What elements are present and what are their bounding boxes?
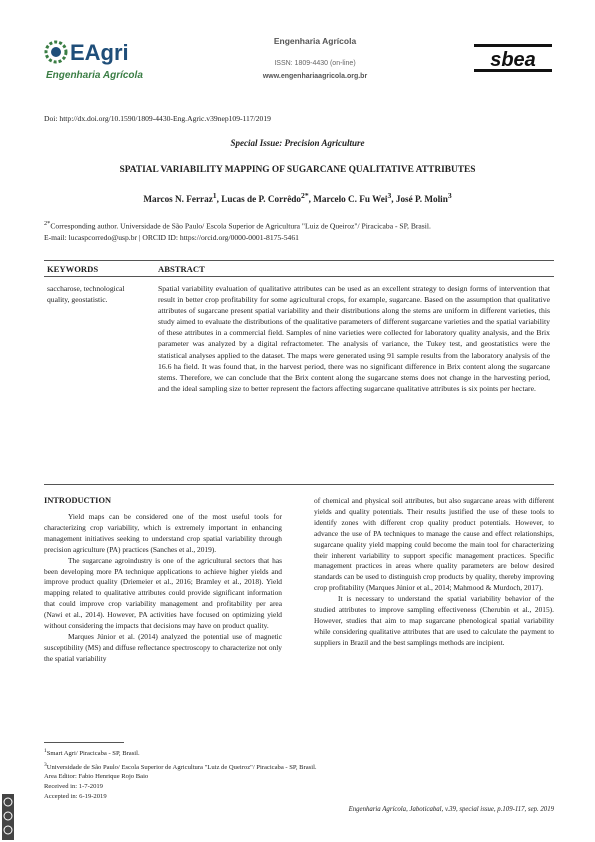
author-affiliation: 1 xyxy=(212,191,217,200)
logo-text: EAgri xyxy=(70,40,129,65)
issn: ISSN: 1809-4430 (on-line) xyxy=(274,60,356,67)
journal-name: Engenharia Agrícola xyxy=(273,36,357,46)
corresponding-author xyxy=(44,218,554,243)
footnote-text: Smart Agri/ Piracicaba - SP, Brasil. xyxy=(46,750,140,758)
creative-commons-icon xyxy=(2,794,14,840)
doi-line[interactable]: Doi: http://dx.doi.org/10.1590/1809-4430-Eng.Agric.v39nep109-117/2019 xyxy=(44,114,271,123)
area-editor: Area Editor: Fabio Henrique Rojo Baio xyxy=(44,773,149,780)
journal-header xyxy=(240,36,390,80)
divider xyxy=(44,260,554,261)
sbea-logo-text: sbea xyxy=(490,49,536,71)
author-affiliation: 2* xyxy=(301,191,309,200)
author-affiliation: 3 xyxy=(447,191,452,200)
article-dates xyxy=(44,772,148,802)
journal-website[interactable]: www.engenhariaagricola.org.br xyxy=(262,73,368,80)
paragraph: Marques Júnior et al. (2014) analyzed the potential use of magnetic susceptibility (MS) and diffuse reflectance spectroscopy to characterize not only the spatial variability xyxy=(44,631,282,663)
keywords-heading: KEYWORDS xyxy=(47,264,99,274)
special-issue: Special Issue: Precision Agriculture xyxy=(230,138,365,148)
footnote-text: Universidade de São Paulo/ Escola Superior de Agricultura "Luiz de Queiroz"/ Piracicaba - SP, Brasil. xyxy=(46,763,317,771)
author-list: Marcos N. Ferraz$^1$, Lucas de P. Corrêdo$^{2*}$, Marcelo C. Fu Wei$^3$, José P. Molin$^3$ xyxy=(143,191,452,205)
paper-title: SPATIAL VARIABILITY MAPPING OF SUGARCANE QUALITATIVE ATTRIBUTES xyxy=(119,165,476,175)
divider xyxy=(44,484,554,485)
author-name: Lucas de P. Corrêdo xyxy=(221,194,302,205)
body-column-left xyxy=(44,512,282,665)
footnote-mark: 1 xyxy=(44,748,47,754)
eagri-logo xyxy=(44,38,156,82)
paragraph: The sugarcane agroindustry is one of the agricultural sectors that has been developing more PA technique applications to achieve higher yields and improve product quality (Driemeier et al., 2016; Bramley et al., 2018). Yield mapping related to qualitative attributes could provide significant information that could improve crop variability management and profitability per area (Nawi et al., 2014). However, PA activities have focused on optimizing yield without considering the impacts that decisions may have on product quality. xyxy=(44,555,282,631)
author-name: José P. Molin xyxy=(395,194,448,205)
footnote-rule xyxy=(44,742,124,743)
corresponding-contact[interactable]: E-mail: lucaspcorredo@usp.br | ORCID ID: https://orcid.org/0000-0001-8175-5461 xyxy=(44,232,299,242)
section-heading: INTRODUCTION xyxy=(44,496,112,505)
logo-subtitle: Engenharia Agrícola xyxy=(46,70,143,81)
page-footer: Engenharia Agrícola, Jaboticabal, v.39, special issue, p.109-117, sep. 2019 xyxy=(348,806,554,813)
divider xyxy=(44,276,554,277)
paragraph: Yield maps can be considered one of the most useful tools for characterizing crop variability, which is extremely important in enhancing management initiatives seeking to understand crop spatial variability through precision agriculture (PA) practices (Sanches et al., 2019). xyxy=(44,512,282,554)
abstract-text: Spatial variability evaluation of qualitative attributes can be used as an excellent strategy to design forms of intervention that result in better crop profitability for some agricultural crops, for example, sugarcane. Based on the assumption that qualitative attributes of sugarcane present spatial variability and their distributions along the stems are uniform in different varieties, this study aimed to evaluate the distributions of the qualitative parameters of different sugarcane varieties and the spatial variability of these attributes in a commercial field. Samples of nine varieties were collected for laboratory quality analysis, and the Brix parameter was analyzed by a digital refractometer. The analysis of variance, the Tukey test, and geostatistics were the statistical analyses applied to the dataset. The maps were generated using 91 sample results from the laboratory analysis of the 16.6 ha field. It was found that, in the harvest period, there was no significant difference in Brix content along the sugarcane stems. Therefore, we can conclude that the Brix content along the sugarcane stems does not change in the harvesting period, and the ideal sampling size to better represent the factors affecting sugarcane qualitative attributes is six points per hectare. xyxy=(158,284,550,393)
keywords-text: saccharose, technological quality, geostatistic. xyxy=(47,284,125,304)
paragraph: It is necessary to understand the spatial variability behavior of the studied attributes to improve sampling effectiveness (Cherubin et al., 2015). However, studies that aim to map sugarcane phenological spatial variability while considering qualitative attributes that are used to calculate the payment to suppliers in Brazil and the best samplings methods are incipient. xyxy=(314,594,554,647)
abstract-heading: ABSTRACT xyxy=(158,264,205,274)
corresponding-mark: 2* xyxy=(44,220,51,227)
footnote-mark: 3 xyxy=(44,761,47,768)
footnotes xyxy=(44,746,317,773)
paragraph: of chemical and physical soil attributes, but also sugarcane areas with different yields and quality potentials. Their results justified the use of these tools to identify zones with different crop quality product potentials. However, to advance the use of PA techniques to manage the cause and effect relationships, sugarcane quality yield mapping could become the main tool for characterizing their inherent variability to support specific management practices. Specific management practices in areas where quality parameters are below desired standards can be used to distinguish crop products by quality, thereby improving crop profitability (Marques Júnior et al., 2014; Mahmood & Murdoch, 2017). xyxy=(314,496,554,593)
sbea-logo xyxy=(474,44,552,72)
author-name: Marcos N. Ferraz xyxy=(143,194,213,205)
body-column-right xyxy=(314,496,554,649)
corresponding-affiliation: Corresponding author. Universidade de São Paulo/ Escola Superior de Agricultura "Luiz de Queiroz"/ Piracicaba - SP, Brasil. xyxy=(50,221,431,231)
received-date: Received in: 1-7-2019 xyxy=(44,783,103,790)
author-affiliation: 3 xyxy=(387,191,392,200)
accepted-date: Accepted in: 6-19-2019 xyxy=(44,793,107,800)
author-name: Marcelo C. Fu Wei xyxy=(313,194,388,205)
